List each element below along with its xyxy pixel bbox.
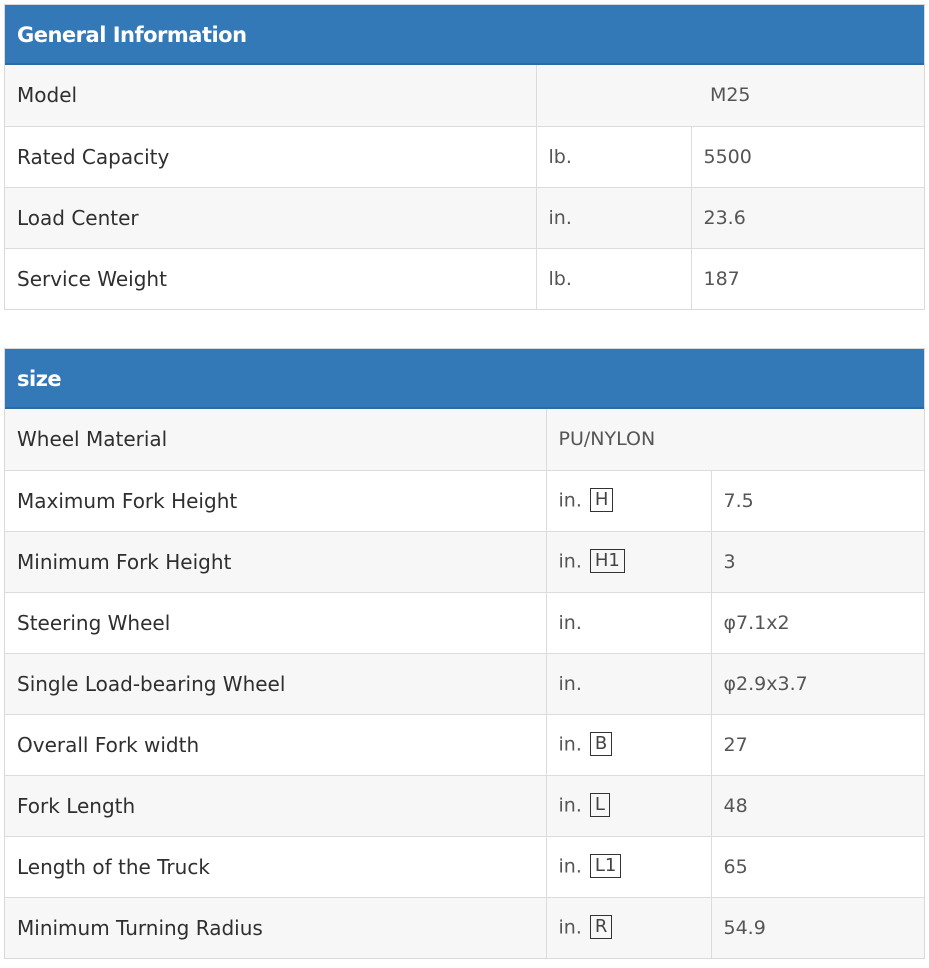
row-value: 65 (711, 836, 924, 897)
table-row (5, 653, 924, 714)
table-row (5, 409, 924, 470)
row-label: Length of the Truck (5, 836, 546, 897)
row-value: φ7.1x2 (711, 592, 924, 653)
row-value: φ2.9x3.7 (711, 653, 924, 714)
row-unit (546, 775, 711, 836)
row-unit (546, 714, 711, 775)
row-label: Minimum Turning Radius (5, 897, 546, 958)
table-row (5, 187, 924, 248)
row-value: 5500 (691, 126, 924, 187)
row-label: Single Load-bearing Wheel (5, 653, 546, 714)
table-row (5, 775, 924, 836)
row-label: Steering Wheel (5, 592, 546, 653)
table-row (5, 531, 924, 592)
row-value: 54.9 (711, 897, 924, 958)
row-unit: lb. (536, 248, 691, 309)
wheel-material-value: PU/NYLON (546, 409, 924, 470)
model-label: Model (5, 65, 536, 126)
row-unit (546, 836, 711, 897)
row-unit: in. (546, 592, 711, 653)
table-row (5, 592, 924, 653)
dimension-tag: R (590, 915, 613, 939)
model-value: M25 (536, 65, 924, 126)
size-table (5, 409, 924, 958)
row-value: 48 (711, 775, 924, 836)
row-unit (546, 897, 711, 958)
general-information-section (4, 4, 925, 310)
row-label: Fork Length (5, 775, 546, 836)
dimension-tag: H1 (590, 549, 625, 573)
table-row (5, 65, 924, 126)
table-row (5, 897, 924, 958)
row-value: 7.5 (711, 470, 924, 531)
unit-text: in. (558, 916, 582, 939)
dimension-tag: L1 (590, 854, 621, 878)
row-label: Maximum Fork Height (5, 470, 546, 531)
size-header: size (5, 349, 924, 409)
row-value: 3 (711, 531, 924, 592)
row-unit: lb. (536, 126, 691, 187)
unit-text: in. (558, 794, 582, 816)
row-unit: in. (536, 187, 691, 248)
row-unit: in. (546, 653, 711, 714)
unit-text: in. (558, 733, 582, 755)
row-label: Load Center (5, 187, 536, 248)
table-row (5, 126, 924, 187)
row-value: 27 (711, 714, 924, 775)
table-row (5, 470, 924, 531)
row-value: 187 (691, 248, 924, 309)
size-section (4, 348, 925, 959)
table-row (5, 714, 924, 775)
table-row (5, 836, 924, 897)
table-row (5, 248, 924, 309)
unit-text: in. (558, 489, 582, 511)
wheel-material-label: Wheel Material (5, 409, 546, 470)
unit-text: in. (558, 855, 582, 877)
dimension-tag: H (590, 488, 614, 512)
row-unit (546, 531, 711, 592)
row-label: Overall Fork width (5, 714, 546, 775)
dimension-tag: L (590, 793, 610, 817)
row-value: 23.6 (691, 187, 924, 248)
row-label: Service Weight (5, 248, 536, 309)
row-label: Rated Capacity (5, 126, 536, 187)
row-label: Minimum Fork Height (5, 531, 546, 592)
general-information-table (5, 65, 924, 309)
dimension-tag: B (590, 732, 612, 756)
general-information-header: General Information (5, 5, 924, 65)
row-unit (546, 470, 711, 531)
unit-text: in. (558, 550, 582, 572)
